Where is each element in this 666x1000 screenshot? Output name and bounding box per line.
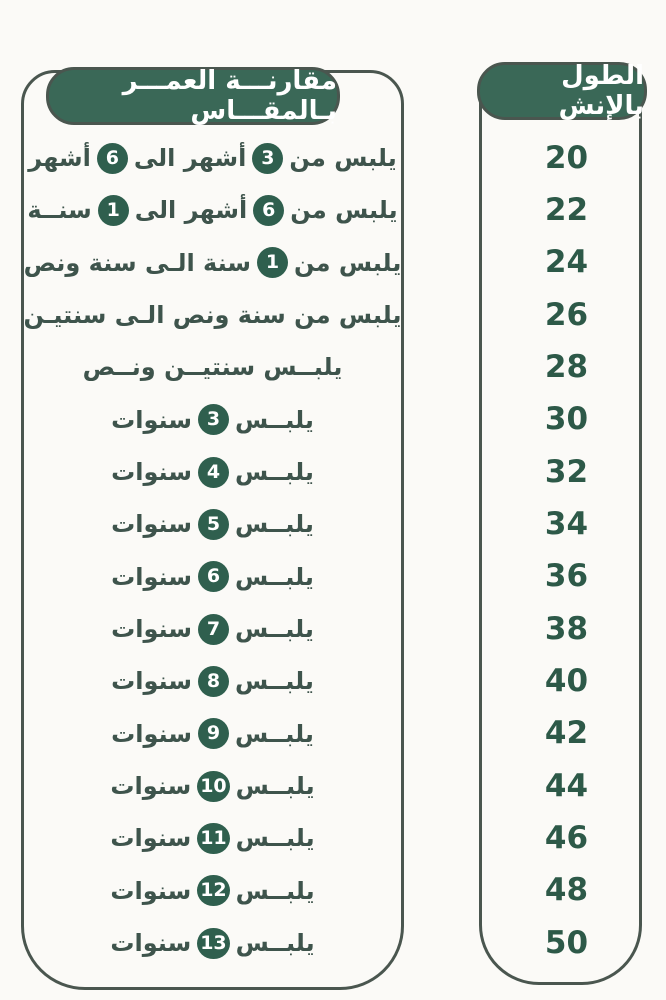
height-value: 46 — [544, 819, 589, 856]
age-text: سنوات — [111, 562, 192, 591]
age-text: سنوات — [110, 929, 192, 958]
age-number-badge: 1 — [257, 247, 288, 278]
height-value: 22 — [544, 191, 589, 228]
age-text: أشهر الى — [134, 196, 248, 225]
age-text: يلبس من — [289, 144, 397, 173]
height-value: 24 — [544, 244, 589, 281]
age-text: سنوات — [111, 405, 192, 434]
age-row — [32, 865, 393, 917]
age-rows — [23, 132, 402, 969]
age-number-badge: 6 — [97, 143, 128, 174]
age-text: يلبس من سنة ونص الـى سنتيـن — [23, 301, 402, 330]
age-row — [27, 184, 398, 236]
age-text: يلبــس — [235, 876, 315, 905]
age-row — [32, 446, 393, 498]
age-text: سنوات — [111, 719, 192, 748]
age-row — [32, 760, 393, 812]
height-value: 32 — [544, 453, 589, 490]
age-number-badge: 5 — [198, 509, 229, 540]
age-text: يلبــس — [234, 562, 314, 591]
age-row — [32, 708, 393, 760]
height-column-card — [479, 62, 642, 985]
age-text: يلبــس — [234, 510, 314, 539]
age-row — [23, 289, 402, 341]
age-number-badge: 7 — [198, 614, 229, 645]
age-text: يلبــس — [234, 405, 314, 434]
age-row — [32, 603, 393, 655]
height-value: 34 — [544, 505, 589, 542]
age-row — [32, 551, 393, 603]
age-text: سنــة — [27, 196, 92, 225]
height-value: 48 — [544, 872, 589, 909]
age-text: يلبــس — [234, 458, 314, 487]
age-column-card — [21, 66, 404, 990]
age-row — [32, 341, 393, 393]
age-row — [23, 237, 402, 289]
age-text: يلبــس — [235, 929, 315, 958]
height-value: 26 — [544, 296, 589, 333]
age-number-badge: 12 — [197, 875, 229, 906]
height-value: 36 — [544, 558, 589, 595]
age-text: سنوات — [110, 772, 192, 801]
age-text: يلبــس — [234, 615, 314, 644]
age-text: يلبــس — [235, 824, 315, 853]
height-value: 50 — [544, 924, 589, 961]
age-column-header: مقارنـــة العمـــر بـالمقـــاس — [46, 67, 340, 125]
age-text: سنوات — [110, 824, 192, 853]
age-number-badge: 1 — [98, 195, 129, 226]
height-value: 40 — [544, 662, 589, 699]
age-row — [32, 917, 393, 969]
age-row — [32, 812, 393, 864]
age-number-badge: 9 — [198, 718, 229, 749]
age-row — [32, 655, 393, 707]
age-text: يلبــس سنتيــن ونــص — [82, 353, 343, 382]
age-text: سنة الـى سنة ونص — [23, 248, 252, 277]
age-text: يلبــس — [234, 667, 314, 696]
age-number-badge: 8 — [198, 666, 229, 697]
age-text: سنوات — [111, 510, 192, 539]
age-number-badge: 4 — [198, 457, 229, 488]
height-value: 44 — [544, 767, 589, 804]
age-text: سنوات — [111, 458, 192, 487]
age-text: أشهر — [28, 144, 91, 173]
age-row — [32, 394, 393, 446]
age-number-badge: 6 — [198, 561, 229, 592]
age-text: يلبس من — [294, 248, 402, 277]
age-row — [28, 132, 397, 184]
age-text: سنوات — [110, 876, 192, 905]
age-text: سنوات — [111, 615, 192, 644]
age-text: سنوات — [111, 667, 192, 696]
age-text: يلبــس — [235, 772, 315, 801]
age-number-badge: 10 — [197, 771, 229, 802]
height-value: 42 — [544, 715, 589, 752]
height-value: 30 — [544, 401, 589, 438]
height-value: 28 — [544, 348, 589, 385]
height-values — [482, 132, 639, 969]
age-number-badge: 13 — [197, 928, 229, 959]
age-text: أشهر الى — [133, 144, 247, 173]
age-text: يلبس من — [290, 196, 398, 225]
age-number-badge: 3 — [252, 143, 283, 174]
age-number-badge: 3 — [198, 404, 229, 435]
age-number-badge: 6 — [253, 195, 284, 226]
age-text: يلبــس — [234, 719, 314, 748]
height-value: 38 — [544, 610, 589, 647]
height-column-header: الطول بالإنش — [477, 62, 647, 120]
age-number-badge: 11 — [197, 823, 229, 854]
height-value: 20 — [544, 139, 589, 176]
age-row — [32, 498, 393, 550]
